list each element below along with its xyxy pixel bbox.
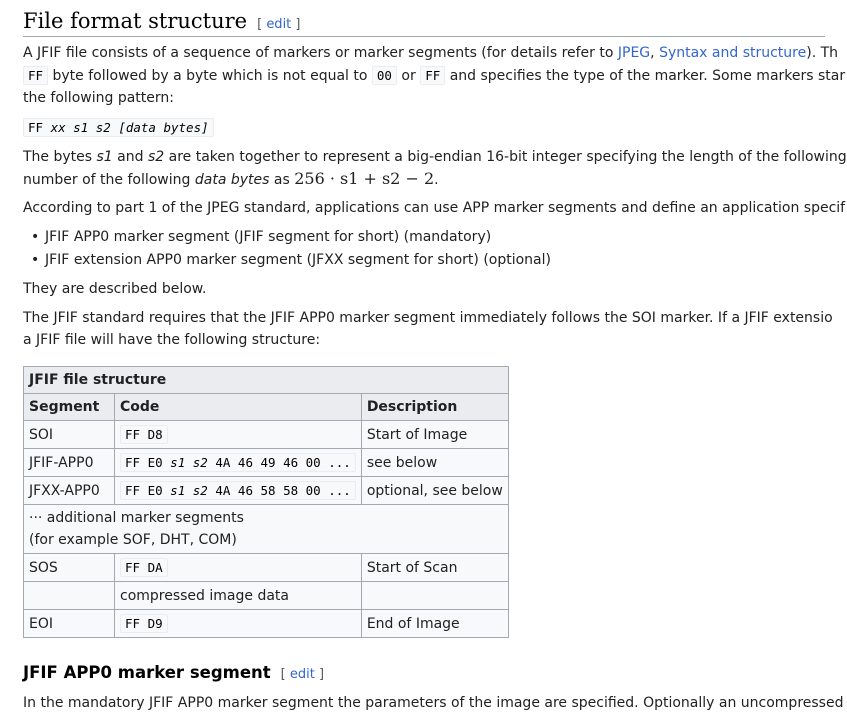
header-code: Code	[115, 394, 362, 421]
link-syntax-and-structure[interactable]: Syntax and structure	[659, 45, 807, 61]
paragraph-1-line-2: FF byte followed by a byte which is not equal to 00 or FF and specifies the type of the marker. Some markers star	[23, 66, 845, 86]
table-row: EOI FF D9 End of Image	[24, 610, 509, 638]
table-row: SOS FF DA Start of Scan	[24, 554, 509, 582]
header-description: Description	[361, 394, 508, 421]
table-row: ··· additional marker segments (for example SOF, DHT, COM)	[24, 505, 509, 554]
paragraph-3: According to part 1 of the JPEG standard, applications can use APP marker segments and define an application specif	[23, 200, 846, 216]
segment-list	[23, 226, 551, 272]
subsection-heading	[23, 661, 324, 687]
paragraph-2-line-2: number of the following data bytes as 256 · s1 + s2 − 2.	[23, 169, 439, 188]
header-segment: Segment	[24, 394, 115, 421]
marker-pattern: FF xx s1 s2 [data bytes]	[23, 118, 214, 138]
link-jpeg[interactable]: JPEG	[617, 45, 651, 61]
edit-section-link-wrapper: [ edit ]	[257, 17, 301, 32]
edit-subsection-link-wrapper: [ edit ]	[280, 667, 325, 682]
section-heading	[23, 6, 301, 40]
table-row: SOI FF D8 Start of Image	[24, 421, 509, 449]
table-row: JFIF-APP0 FF E0 s1 s2 4A 46 49 46 00 ... see below	[24, 449, 509, 477]
code-ff: FF	[23, 66, 48, 85]
paragraph-1-line-3: the following pattern:	[23, 90, 174, 106]
jfif-structure-table	[23, 366, 509, 638]
section-title: File format structure	[23, 9, 248, 33]
paragraph-5-line-1: The JFIF standard requires that the JFIF APP0 marker segment immediately follows the SOI marker. If a JFIF extensio	[23, 310, 833, 326]
paragraph-5-line-2: a JFIF file will have the following structure:	[23, 332, 321, 348]
edit-link[interactable]: edit	[289, 667, 315, 682]
code-ff-2: FF	[420, 66, 445, 85]
list-item: • JFIF APP0 marker segment (JFIF segment for short) (mandatory)	[23, 226, 551, 249]
subsection-title: JFIF APP0 marker segment	[23, 663, 271, 682]
edit-link[interactable]: edit	[266, 17, 292, 32]
list-item: • JFIF extension APP0 marker segment (JFXX segment for short) (optional)	[23, 249, 551, 272]
paragraph-1-line-1: A JFIF file consists of a sequence of markers or marker segments (for details refer to JPEG, Syntax and structure). Th	[23, 45, 839, 61]
paragraph-2-line-1: The bytes s1 and s2 are taken together to represent a big-endian 16-bit integer specifying the length of the following	[23, 149, 847, 165]
table-caption: JFIF file structure	[24, 367, 509, 394]
paragraph-6: In the mandatory JFIF APP0 marker segment the parameters of the image are specified. Optionally an uncompressed	[23, 695, 844, 711]
paragraph-4: They are described below.	[23, 281, 207, 297]
table-row: compressed image data	[24, 582, 509, 610]
heading-divider	[23, 36, 825, 37]
table-row: JFXX-APP0 FF E0 s1 s2 4A 46 58 58 00 ... optional, see below	[24, 477, 509, 505]
code-00: 00	[372, 66, 397, 85]
length-formula: 256 · s1 + s2 − 2	[294, 169, 435, 188]
